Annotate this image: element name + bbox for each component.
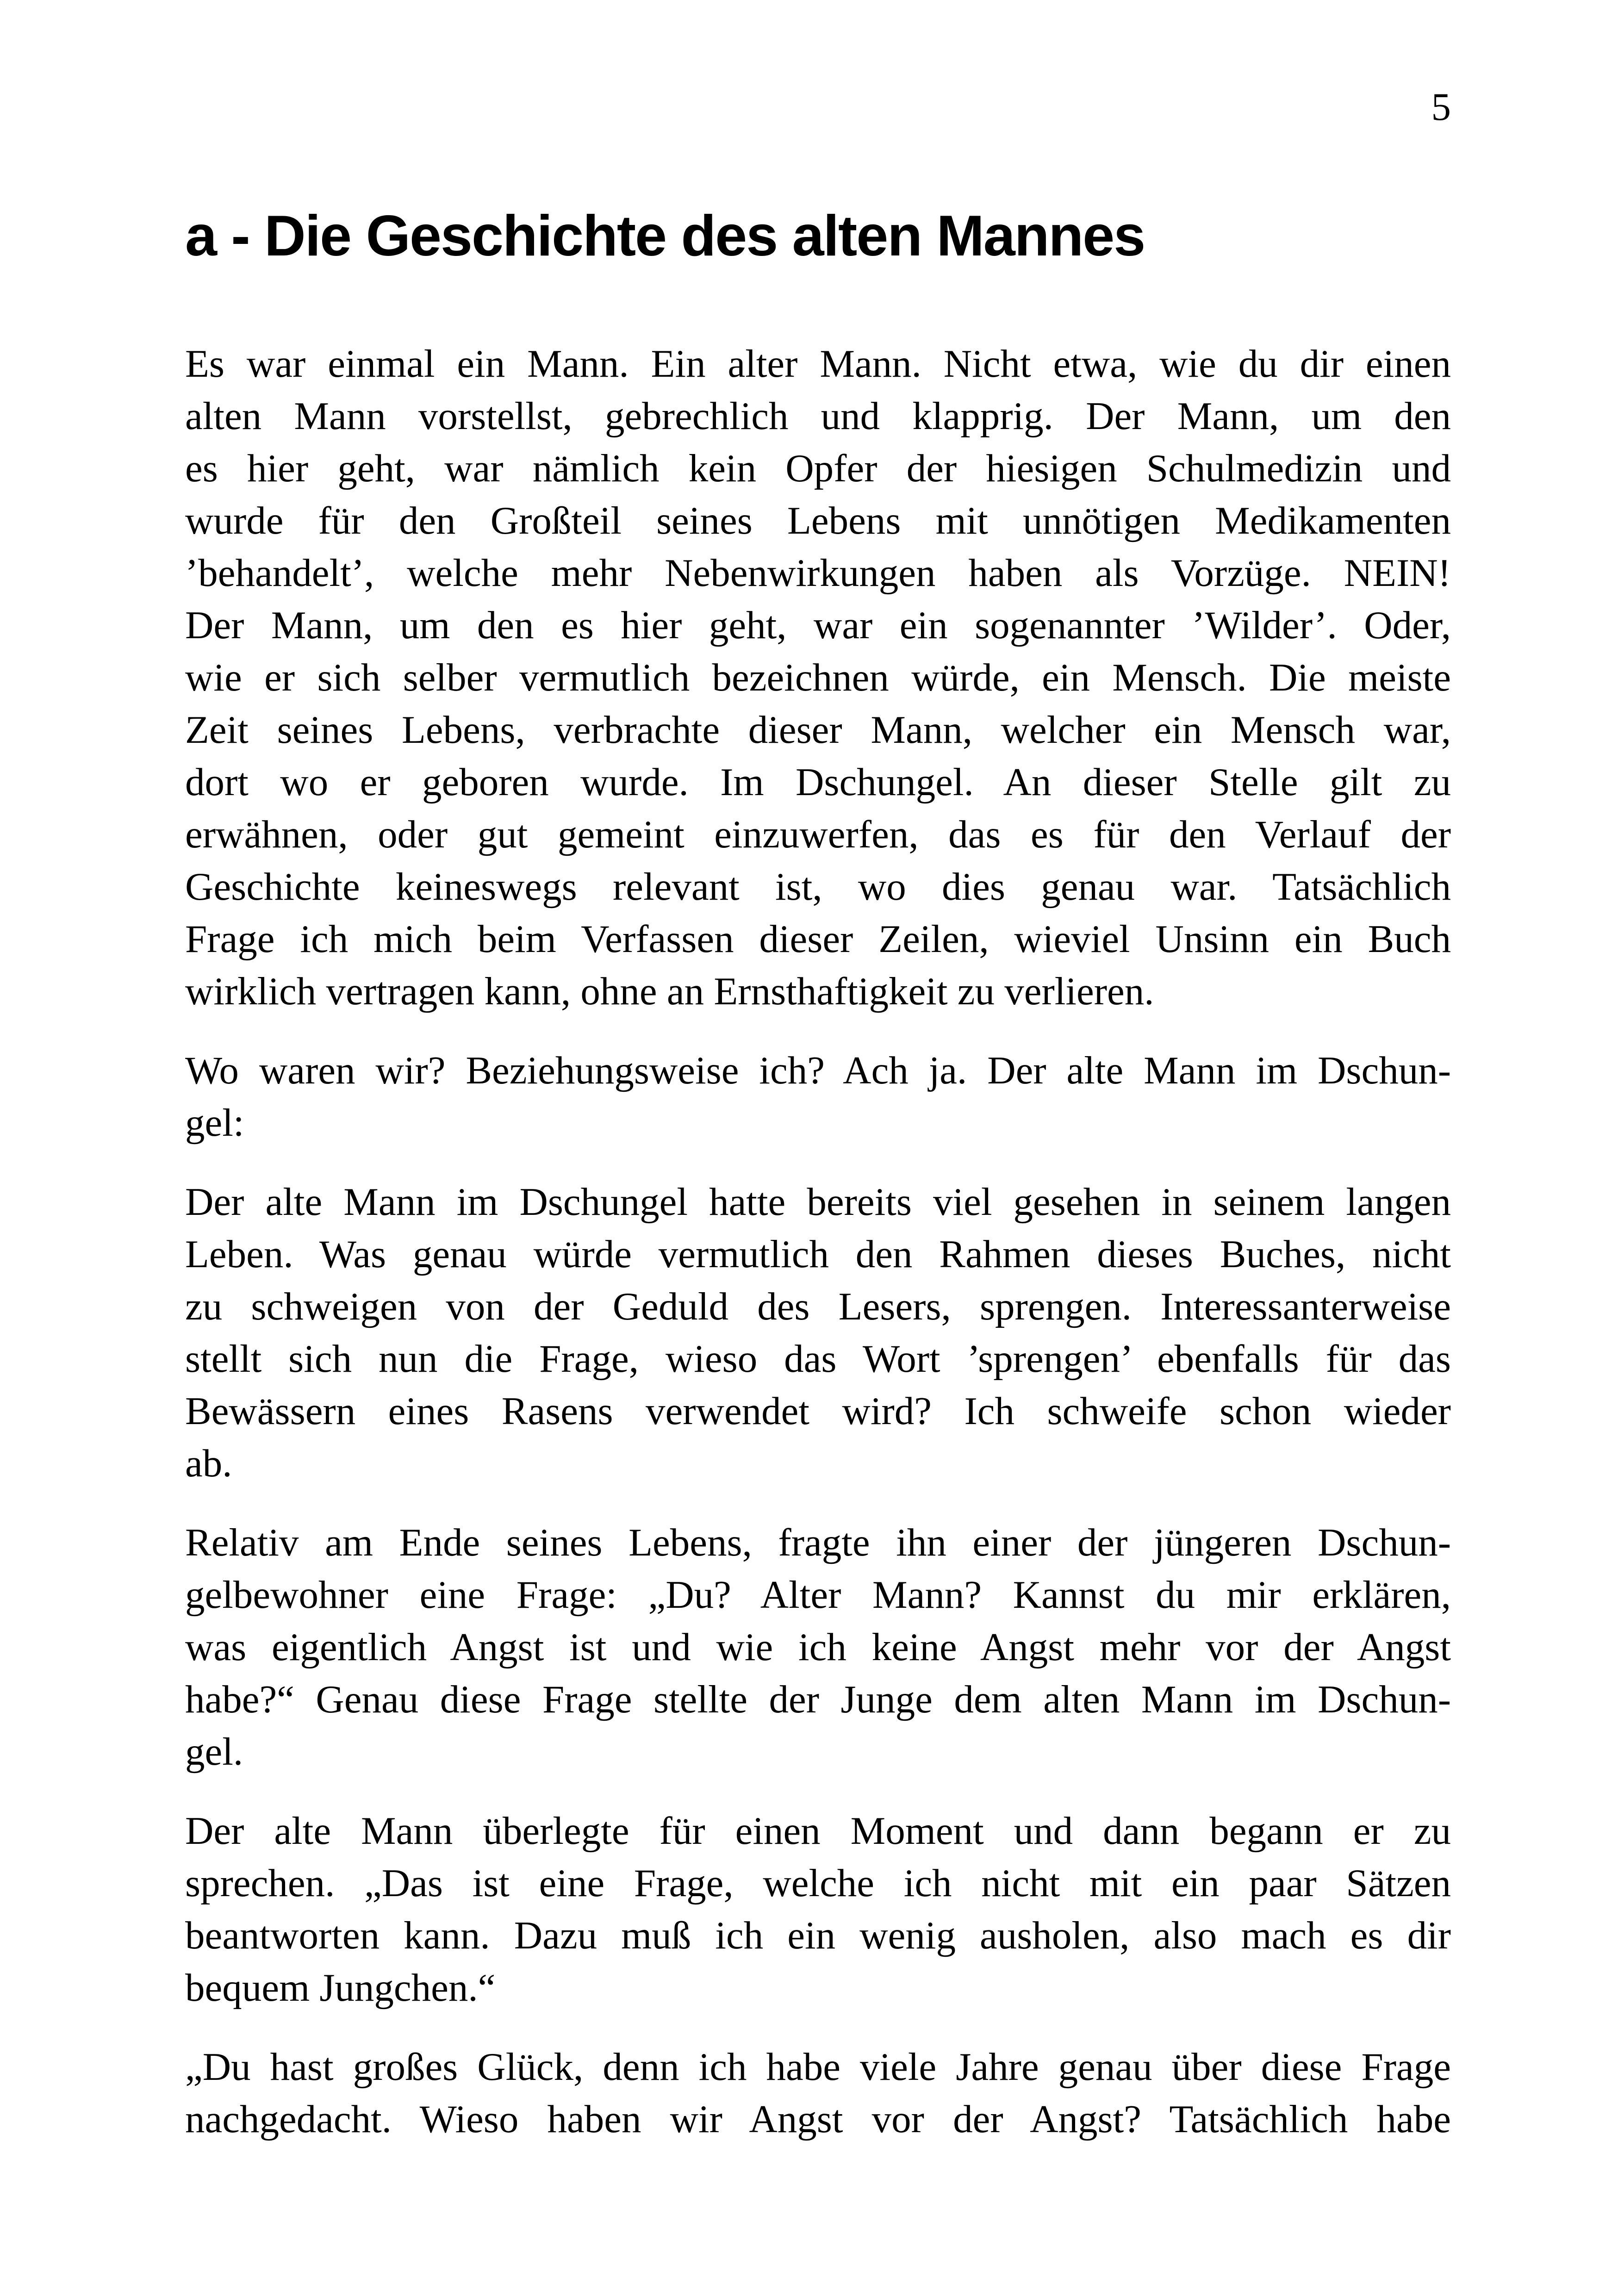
- text-line: wie er sich selber vermutlich bezeichnen würde, ein Mensch. Die meiste: [185, 656, 1451, 699]
- text-line: nachgedacht. Wieso haben wir Angst vor der Angst? Tatsächlich habe: [185, 2097, 1451, 2141]
- paragraph: [185, 1045, 1451, 1149]
- text-line: wurde für den Großteil seines Lebens mit unnötigen Medikamenten: [185, 499, 1451, 542]
- text-line: sprechen. „Das ist eine Frage, welche ich nicht mit ein paar Sätzen: [185, 1861, 1451, 1905]
- text-line: ’behandelt’, welche mehr Nebenwirkungen haben als Vorzüge. NEIN!: [185, 551, 1451, 595]
- text-line: habe?“ Genau diese Frage stellte der Junge dem alten Mann im Dschun-: [185, 1678, 1451, 1721]
- text-line: Relativ am Ende seines Lebens, fragte ihn einer der jüngeren Dschun-: [185, 1521, 1451, 1564]
- page-number: 5: [1431, 85, 1451, 129]
- text-line: beantworten kann. Dazu muß ich ein wenig ausholen, also mach es dir: [185, 1914, 1451, 1957]
- paragraph: [185, 1805, 1451, 2014]
- paragraph: [185, 338, 1451, 1018]
- chapter-heading: a - Die Geschichte des alten Mannes: [185, 204, 1145, 268]
- text-line: Frage ich mich beim Verfassen dieser Zeilen, wieviel Unsinn ein Buch: [185, 917, 1451, 961]
- paragraph: [185, 1517, 1451, 1778]
- text-line: bequem Jungchen.“: [185, 1966, 496, 2010]
- paragraph: [185, 1176, 1451, 1490]
- text-line: alten Mann vorstellst, gebrechlich und klapprig. Der Mann, um den: [185, 394, 1451, 438]
- text-line: was eigentlich Angst ist und wie ich keine Angst mehr vor der Angst: [185, 1625, 1451, 1669]
- text-line: gel:: [185, 1101, 244, 1145]
- text-line: zu schweigen von der Geduld des Lesers, sprengen. Interessanterweise: [185, 1285, 1451, 1328]
- text-line: ab.: [185, 1442, 232, 1485]
- text-line: Zeit seines Lebens, verbrachte dieser Mann, welcher ein Mensch war,: [185, 708, 1451, 752]
- paragraph: [185, 2041, 1451, 2146]
- text-line: es hier geht, war nämlich kein Opfer der hiesigen Schulmedizin und: [185, 447, 1451, 490]
- text-line: Bewässern eines Rasens verwendet wird? Ich schweife schon wieder: [185, 1389, 1451, 1433]
- text-line: Der alte Mann überlegte für einen Moment und dann begann er zu: [185, 1809, 1451, 1853]
- text-line: Der alte Mann im Dschungel hatte bereits viel gesehen in seinem langen: [185, 1180, 1451, 1224]
- text-line: Geschichte keineswegs relevant ist, wo dies genau war. Tatsächlich: [185, 865, 1451, 908]
- text-line: dort wo er geboren wurde. Im Dschungel. An dieser Stelle gilt zu: [185, 760, 1451, 804]
- text-line: gel.: [185, 1730, 243, 1773]
- text-line: Wo waren wir? Beziehungsweise ich? Ach ja. Der alte Mann im Dschun-: [185, 1049, 1451, 1092]
- text-line: gelbewohner eine Frage: „Du? Alter Mann? Kannst du mir erklären,: [185, 1573, 1451, 1617]
- body-text: [185, 338, 1451, 2172]
- text-line: erwähnen, oder gut gemeint einzuwerfen, das es für den Verlauf der: [185, 813, 1451, 856]
- text-line: Es war einmal ein Mann. Ein alter Mann. Nicht etwa, wie du dir einen: [185, 342, 1451, 386]
- text-line: „Du hast großes Glück, denn ich habe viele Jahre genau über diese Frage: [185, 2045, 1451, 2089]
- text-line: Der Mann, um den es hier geht, war ein sogenannter ’Wilder’. Oder,: [185, 604, 1451, 647]
- text-line: stellt sich nun die Frage, wieso das Wort ’sprengen’ ebenfalls für das: [185, 1337, 1451, 1381]
- text-line: Leben. Was genau würde vermutlich den Rahmen dieses Buches, nicht: [185, 1232, 1451, 1276]
- text-line: wirklich vertragen kann, ohne an Ernsthaftigkeit zu verlieren.: [185, 970, 1154, 1013]
